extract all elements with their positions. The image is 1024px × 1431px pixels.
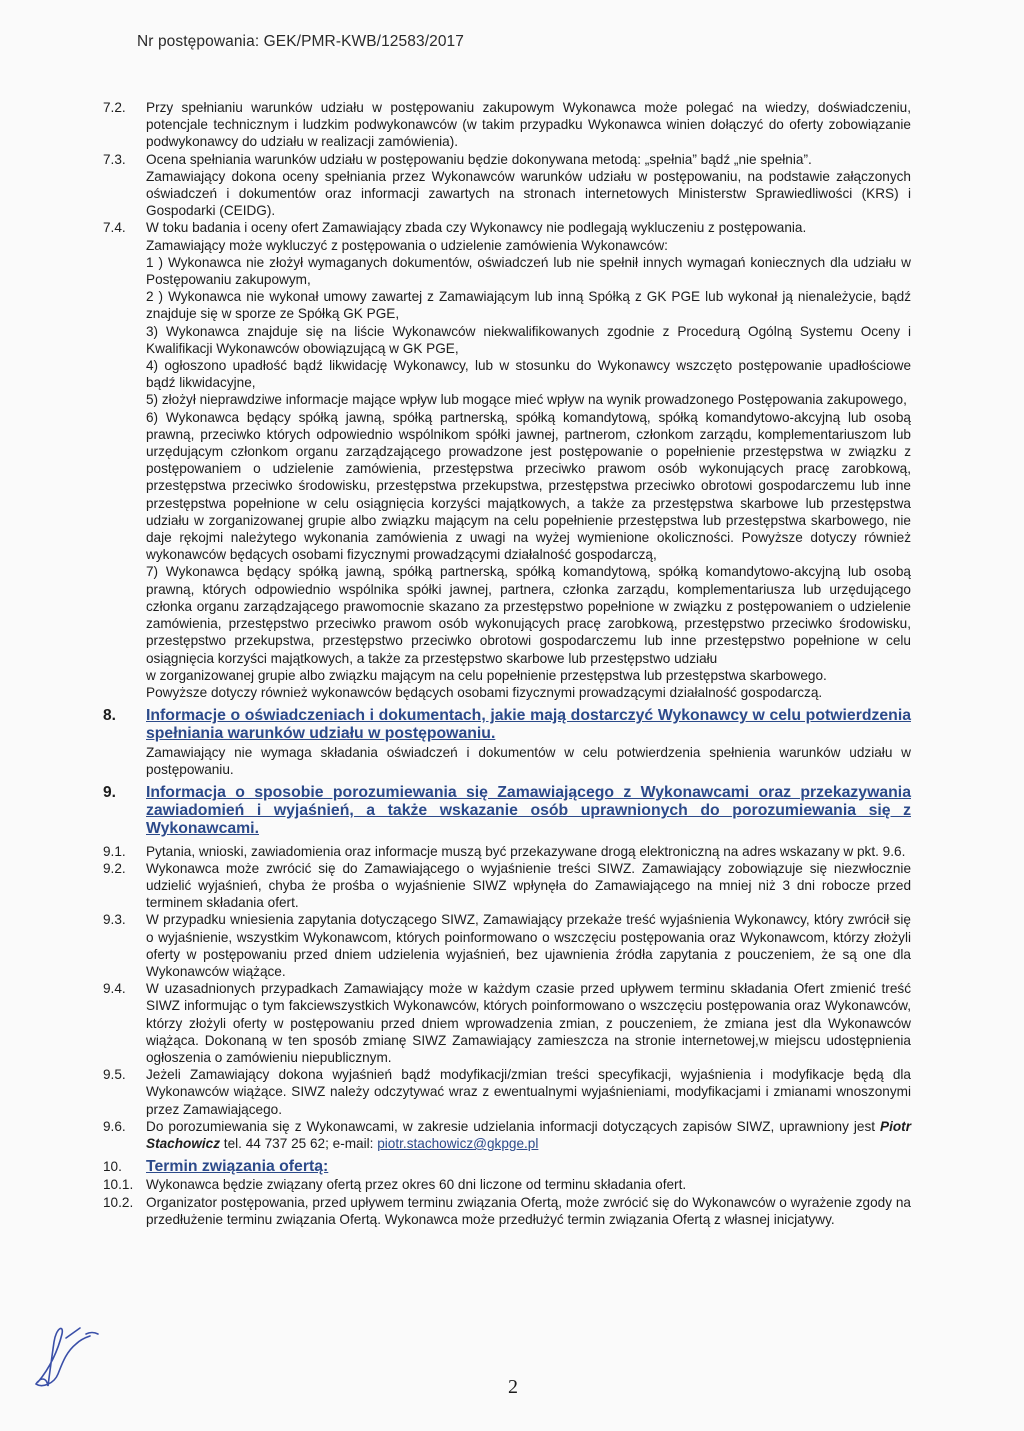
paragraph-text: Pytania, wnioski, zawiadomienia oraz informacje muszą być przekazywane drogą elektroniczną na adres wskazany w pkt. 9.6. bbox=[146, 843, 906, 859]
paragraph-text: Organizator postępowania, przed upływem terminu związania Ofertą, może zwrócić się do Wykonawców o wyrażenie zgody na przedłużenie terminu związania Ofertą. Wykonawca może przedłużyć termin związania Ofertą z własnej inicjatywy. bbox=[146, 1194, 911, 1227]
section-heading: Termin związania ofertą: bbox=[146, 1158, 329, 1176]
paragraph-9-5 bbox=[103, 1066, 911, 1118]
paragraph-number: 7.4. bbox=[103, 220, 126, 236]
paragraph-number: 7.2. bbox=[103, 100, 126, 115]
paragraph-text: W uzasadnionych przypadkach Zamawiający może w każdym czasie przed upływem terminu składania Ofert zmienić treść SIWZ informując o tym fakciewszystkich Wykonawców, których poinformowano o wszczęciu postępowania oraz Wykonawców, którzy złożyli oferty w postępowaniu przed dniem wprowadzenia zmian, z pouczeniem, że zmiana jest dla Wykonawców wiążąca. Dokonaną w ten sposób zmianę SIWZ Zamawiający zamieszcza na stronie internetowej,w miejscu udostępnienia ogłoszenia o zamówieniu niepublicznym. bbox=[146, 981, 911, 1065]
paragraph-10-1 bbox=[103, 1176, 911, 1193]
paragraph-7-2 bbox=[103, 99, 911, 151]
document-body bbox=[103, 99, 911, 1228]
section-number: 8. bbox=[103, 707, 116, 725]
paragraph-7-3 bbox=[103, 151, 911, 220]
page-number: 2 bbox=[508, 1376, 518, 1398]
list-item: 3) Wykonawca znajduje się na liście Wykonawców niekwalifikowanych zgodnie z Procedurą Ogólną Systemu Oceny i Kwalifikacji Wykonawców obowiązującą w GK PGE, bbox=[146, 323, 911, 356]
list-item: 4) ogłoszono upadłość bądź likwidację Wykonawcy, lub w stosunku do Wykonawcy wszczęto postępowanie upadłościowe bądź likwidacyjne, bbox=[146, 358, 911, 391]
paragraph-9-3 bbox=[103, 911, 911, 980]
paragraph-text: Zamawiający dokona oceny spełniania przez Wykonawców warunków udziału w postępowaniu, na podstawie załączonych oświadczeń i dokumentów oraz informacji zawartych na stronach internetowych Ministerstw Sprawiedliwości (KRS) i Gospodarki (CEIDG). bbox=[146, 168, 911, 219]
paragraph-number: 9.1. bbox=[103, 843, 126, 859]
paragraph-text: Wykonawca będzie związany ofertą przez okres 60 dni liczone od terminu składania ofert. bbox=[146, 1177, 687, 1193]
contact-phone-text: tel. 44 737 25 62; e-mail: bbox=[220, 1135, 378, 1151]
section-10 bbox=[103, 1158, 911, 1176]
paragraph-number: 7.3. bbox=[103, 151, 126, 167]
section-heading: Informacje o oświadczeniach i dokumentach, jakie mają dostarczyć Wykonawcy w celu potwierdzenia spełniania warunków udziału w postępowaniu. bbox=[146, 707, 911, 743]
paragraph-9-6 bbox=[103, 1118, 911, 1152]
paragraph-text: Przy spełnianiu warunków udziału w postępowaniu zakupowym Wykonawca może polegać na wiedzy, doświadczeniu, potencjale technicznym i ludzkim podwykonawców (w takim przypadku Wykonawca winien dołączyć do oferty zobowiązanie podwykonawcy do udziału w realizacji zamówienia). bbox=[146, 100, 911, 150]
paragraph-number: 9.5. bbox=[103, 1067, 126, 1083]
paragraph-text: Wykonawca może zwrócić się do Zamawiającego o wyjaśnienie treści SIWZ. Zamawiający zobowiązuje się niezwłocznie udzielić wyjaśnień, chyba że prośba o wyjaśnienie SIWZ wpłynęła do Zamawiającego na mniej niż 3 dni robocze przed terminem składania ofert. bbox=[146, 860, 911, 911]
list-item: 5) złożył nieprawdziwe informacje mające wpływ lub mogące mieć wpływ na wynik prowadzonego Postępowania zakupowego, bbox=[146, 392, 907, 408]
contact-person-name: Piotr Stachowicz bbox=[146, 1118, 911, 1151]
section-8 bbox=[103, 707, 911, 778]
paragraph-text: Ocena spełniania warunków udziału w postępowaniu będzie dokonywana metodą: „spełnia” bądź „nie spełnia”. bbox=[146, 151, 812, 167]
paragraph-text: W toku badania i oceny ofert Zamawiający zbada czy Wykonawcy nie podlegają wykluczeniu z postępowania. bbox=[146, 220, 807, 236]
paragraph-7-4 bbox=[103, 219, 911, 701]
paragraph-number: 9.3. bbox=[103, 912, 126, 928]
contact-email-link[interactable]: piotr.stachowicz@gkpge.pl bbox=[377, 1135, 539, 1151]
list-item: 1 ) Wykonawca nie złożył wymaganych dokumentów, oświadczeń lub nie spełnił innych wymagań koniecznych dla udziału w Postępowaniu zakupowym, bbox=[146, 254, 911, 288]
section-9 bbox=[103, 784, 911, 839]
paragraph-number: 9.2. bbox=[103, 860, 126, 876]
contact-paragraph bbox=[146, 1118, 911, 1152]
paragraph-number: 9.4. bbox=[103, 981, 126, 997]
paragraph-text: Powyższe dotyczy również wykonawców będących osobami fizycznymi prowadzącymi działalność gospodarczą. bbox=[146, 684, 823, 700]
paragraph-number: 10.1. bbox=[103, 1177, 134, 1193]
paragraph-9-2 bbox=[103, 860, 911, 912]
list-item: 2 ) Wykonawca nie wykonał umowy zawartej z Zamawiającym lub inną Spółką z GK PGE lub wykonał ją nienależycie, bądź znajduje się w sporze ze Spółką GK PGE, bbox=[146, 289, 911, 322]
section-heading: Informacja o sposobie porozumiewania się Zamawiającego z Wykonawcami oraz przekazywania zawiadomień i wyjaśnień, a także wskazanie osób uprawnionych do porozumiewania się z Wykonawcami. bbox=[146, 783, 911, 838]
contact-text: Do porozumiewania się z Wykonawcami, w zakresie udzielania informacji dotyczących zapisów SIWZ, uprawniony jest bbox=[146, 1118, 881, 1134]
paragraph-text: Zamawiający nie wymaga składania oświadczeń i dokumentów w celu potwierdzenia spełnienia warunków udziału w postępowaniu. bbox=[146, 744, 911, 777]
paragraph-10-2 bbox=[103, 1194, 911, 1228]
paragraph-text: W przypadku wniesienia zapytania dotyczącego SIWZ, Zamawiający przekaże treść wyjaśnienia Wykonawcy, który zwrócił się o wyjaśnienie, wszystkim Wykonawcom, których poinformowano o wszczęciu postępowania oraz Wykonawcom, którzy złożyli oferty w postępowaniu przed dniem udzielenia wyjaśnień, bez ujawnienia źródła zapytania z pouczeniem, że są one dla Wykonawców wiążące. bbox=[146, 912, 911, 979]
paragraph-number: 10.2. bbox=[103, 1194, 134, 1210]
list-item: 6) Wykonawca będący spółką jawną, spółką partnerską, spółką komandytową, spółką komandytowo-akcyjną lub osobą prawną, przeciwko których odpowiednio wspólnikom spółki jawnej, partnerom, członkom zarządu, komplementariuszom lub urzędującym członkom organu zarządzającego prowadzone jest postępowanie o popełnienie przestępstwa w związku z postępowaniem o udzielenie zamówienia, przestępstwa przeciwko prawom osób wykonujących pracę zarobkową, przestępstwa przeciwko środowisku, przestępstwa przekupstwa, przestępstwa przeciwko obrotowi gospodarczemu lub inne przestępstwa popełnione w celu osiągnięcia korzyści majątkowych, a także za przestępstwa skarbowe lub przestępstwa udziału w zorganizowanej grupie albo związku mającym na celu popełnienie przestępstwa lub przestępstwa skarbowego, nie daje rękojmi należytego wykonania zamówienia z uwagi na wyżej wymienione okoliczności. Powyższe dotyczy również wykonawców będących osobami fizycznymi prowadzącymi działalność gospodarczą, bbox=[146, 409, 911, 563]
paragraph-text: Jeżeli Zamawiający dokona wyjaśnień bądź modyfikacji/zmian treści specyfikacji, wyjaśnienia i modyfikacje będą dla Wykonawców wiążące. SIWZ należy odczytywać wraz z ewentualnymi wyjaśnieniami, modyfikacjami i zmianami wnoszonymi przez Zamawiającego. bbox=[146, 1067, 911, 1117]
paragraph-number: 9.6. bbox=[103, 1118, 126, 1134]
handwritten-signature bbox=[28, 1308, 108, 1392]
paragraph-text: w zorganizowanej grupie albo związku mającym na celu popełnienie przestępstwa lub przestępstwa skarbowego. bbox=[146, 667, 827, 683]
proceeding-number: Nr postępowania: GEK/PMR-KWB/12583/2017 bbox=[137, 33, 464, 50]
list-item: 7) Wykonawca będący spółką jawną, spółką partnerską, spółką komandytową, spółką komandytowo-akcyjną lub osobą prawną, których odpowiednio wspólnika spółki jawnej, partnera, członka zarządu, komplementariusza lub urzędującego członka organu zarządzającego prawomocnie skazano za przestępstwo popełnione w związku z postępowaniem o udzielenie zamówienia, przestępstwo przeciwko prawom osób wykonujących pracę zarobkową, przestępstwo przeciwko środowisku, przestępstwo przekupstwa, przestępstwo przeciwko obrotowi gospodarczemu lub inne przestępstwo popełnione w celu osiągnięcia korzyści majątkowych, a także za przestępstwo skarbowe lub przestępstwo udziału bbox=[146, 564, 911, 666]
paragraph-9-1 bbox=[103, 843, 911, 860]
paragraph-9-4 bbox=[103, 980, 911, 1066]
section-number: 9. bbox=[103, 783, 116, 801]
paragraph-text: Zamawiający może wykluczyć z postępowania o udzielenie zamówienia Wykonawców: bbox=[146, 237, 668, 253]
section-number: 10. bbox=[103, 1159, 122, 1175]
